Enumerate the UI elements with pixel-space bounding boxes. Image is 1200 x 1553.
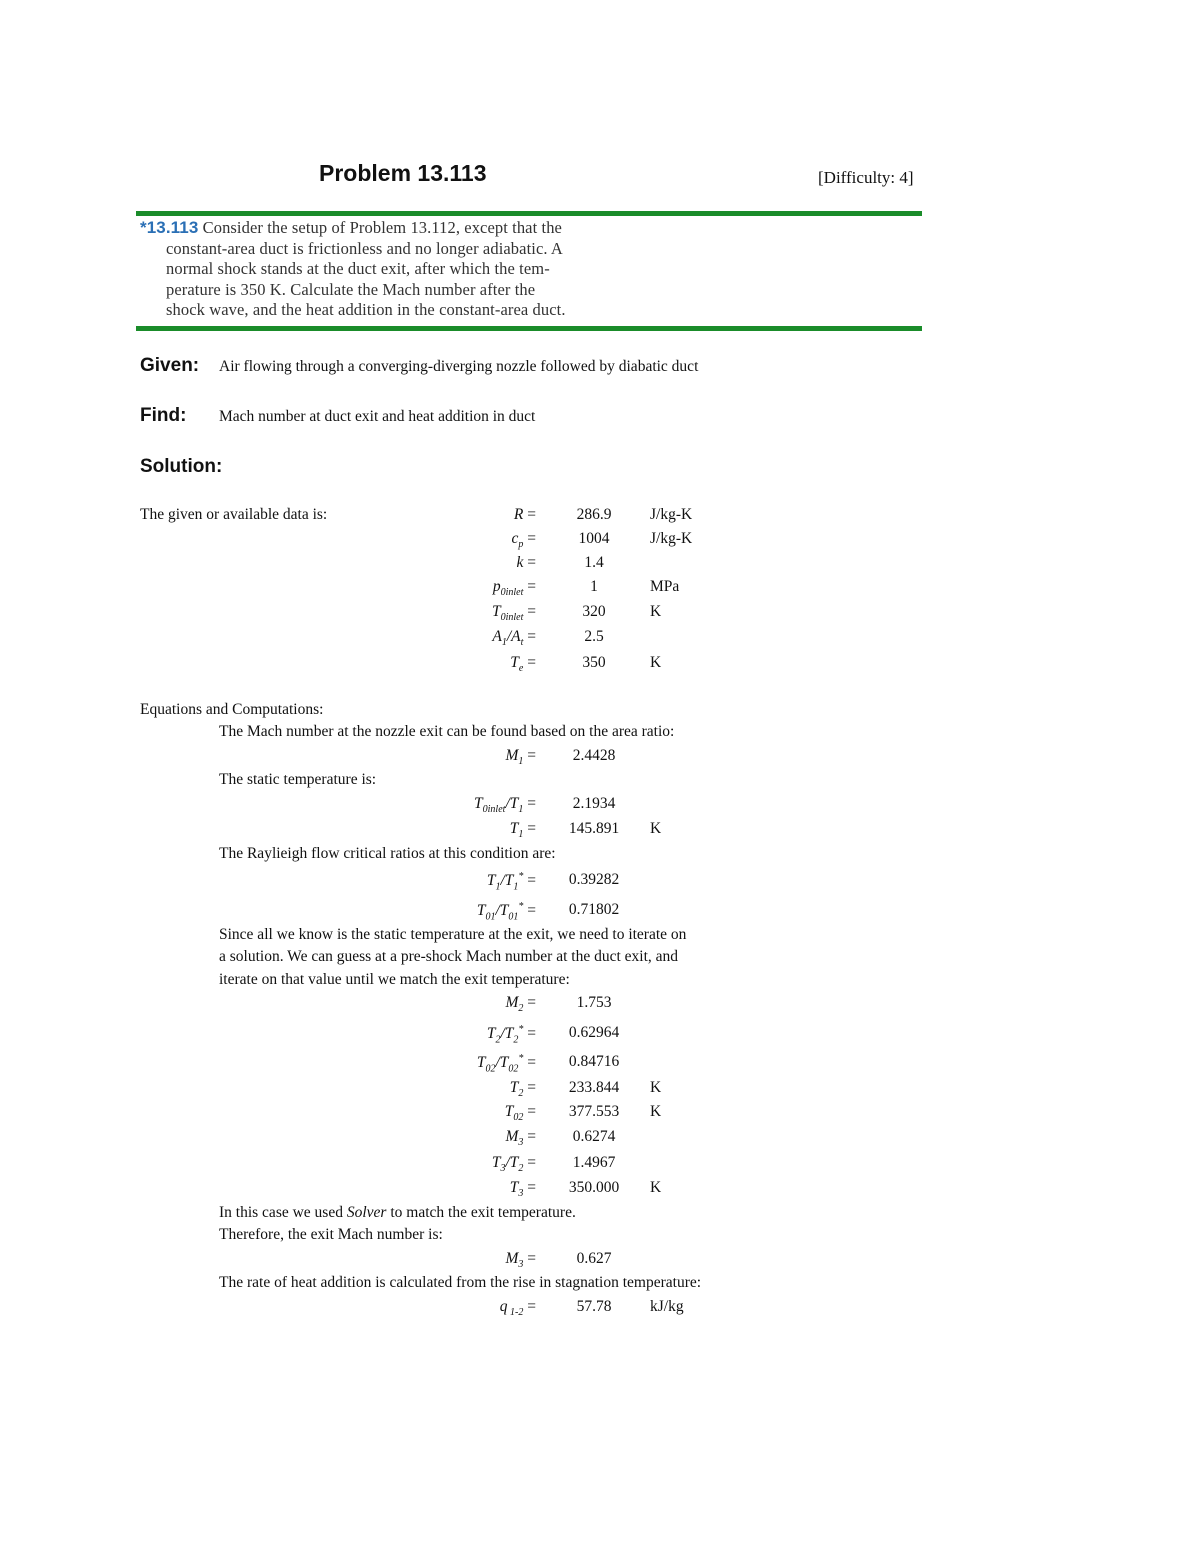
calc-row-T1: $T_1$ = 145.891 K (509, 820, 662, 841)
given-label: Given: (140, 355, 200, 376)
text-mach: The Mach number at the nozzle exit can be found based on the area ratio: (219, 723, 675, 740)
data-row-Te: $T_e$ = 350 K (510, 654, 662, 675)
statement-line: Consider the setup of Problem 13.112, except that the (202, 218, 562, 237)
iterate-line: Since all we know is the static temperature at the exit, we need to iterate on (219, 926, 687, 943)
calc-row-T3: $T_3$ = 350.000 K (509, 1179, 662, 1200)
calc-row-T2-ratio: $T_2/T_2^*$ = 0.62964 (486, 1024, 620, 1046)
solver-word: Solver (346, 1204, 387, 1221)
calc-row-T2: $T_2$ = 233.844 K (509, 1079, 662, 1100)
calc-row-q12: q $_{1-2}$ = 57.78 kJ/kg (499, 1298, 684, 1319)
statement-line: normal shock stands at the duct exit, after which the tem- (166, 259, 550, 278)
value: 1004 (578, 530, 610, 547)
unit: K (650, 654, 662, 671)
value: 286.9 (576, 506, 612, 523)
symbol: T (491, 603, 501, 620)
data-intro: The given or available data is: (140, 506, 328, 523)
value: 320 (582, 603, 606, 620)
find-label: Find: (140, 405, 187, 426)
unit: J/kg-K (650, 506, 693, 523)
calc-row-T3-over-T2: $T_3/T_2$ = 1.4967 (491, 1154, 616, 1175)
symbol: c (511, 530, 519, 547)
calc-row-M2: $M_2$ = 1.753 (505, 994, 612, 1015)
symbol: T (510, 654, 519, 671)
symbol: A (492, 628, 502, 645)
given-text: Air flowing through a converging-diverging nozzle followed by diabatic duct (219, 358, 699, 375)
statement-line: constant-area duct is frictionless and no longer adiabatic. A (166, 238, 563, 258)
find-text: Mach number at duct exit and heat addition in duct (219, 408, 536, 425)
unit: J/kg-K (650, 530, 693, 547)
top-divider (136, 211, 922, 216)
iterate-line: a solution. We can guess at a pre-shock Mach number at the duct exit, and (219, 948, 679, 965)
equations-heading: Equations and Computations: (140, 701, 324, 718)
statement-line: shock wave, and the heat addition in the constant-area duct. (166, 300, 566, 319)
calc-row-M1: $M_1$ = 2.4428 (505, 747, 616, 768)
data-row-R: R = 286.9 J/kg-K (513, 506, 693, 523)
data-row-k: k = 1.4 (0, 554, 1200, 578)
iterate-line: iterate on that value until we match the exit temperature: (219, 971, 570, 988)
calc-row-M3: $M_3$ = 0.6274 (505, 1128, 616, 1149)
calc-row-T1-ratio: $T_1/T_1^*$ = 0.39282 (486, 871, 620, 893)
difficulty-label: [Difficulty: 4] (818, 168, 914, 187)
text-rayleigh: The Raylieigh flow critical ratios at this condition are: (219, 845, 556, 862)
symbol: k (516, 554, 524, 571)
data-row-area-ratio: $A_1/A_t$ = 2.5 (0, 628, 1200, 652)
data-row-T0inlet: $T_{0inlet}$ = 320 K (491, 603, 662, 624)
calc-row-T02-ratio: $T_{02}/T_{02}^*$ = 0.84716 (476, 1053, 620, 1075)
value: 350 (582, 654, 606, 671)
text-static: The static temperature is: (219, 771, 377, 788)
value: 1.4 (584, 554, 604, 571)
bottom-divider (136, 326, 922, 331)
calc-row-T02: $T_{02}$ = 377.553 K (504, 1103, 662, 1124)
problem-number: *13.113 (140, 218, 199, 237)
solution-label: Solution: (140, 456, 223, 477)
calc-row-M3-final: $M_3$ = 0.627 (505, 1250, 612, 1271)
value: 1 (590, 578, 598, 595)
unit: K (650, 603, 662, 620)
calc-row-T0-over-T1: $T_{0inlet}/T_1$ = 2.1934 (474, 795, 616, 816)
unit: MPa (650, 578, 680, 595)
statement-line: perature is 350 K. Calculate the Mach number after the (166, 279, 536, 299)
text-therefore: Therefore, the exit Mach number is: (219, 1226, 443, 1243)
symbol: R (513, 506, 524, 523)
text-solver: In this case we used Solver to match the exit temperature. (219, 1204, 576, 1221)
text-heat: The rate of heat addition is calculated from the rise in stagnation temperature: (219, 1274, 702, 1291)
calc-row-T01-ratio: $T_{01}/T_{01}^*$ = 0.71802 (476, 901, 620, 923)
value: 2.5 (584, 628, 604, 645)
data-row-cp: $c_p$ = 1004 J/kg-K (511, 530, 693, 551)
problem-statement (140, 218, 665, 321)
page-title: Problem 13.113 (319, 160, 487, 186)
data-row-p0inlet: $p_{0inlet}$ = 1 MPa (492, 578, 680, 599)
symbol: p (492, 578, 501, 595)
